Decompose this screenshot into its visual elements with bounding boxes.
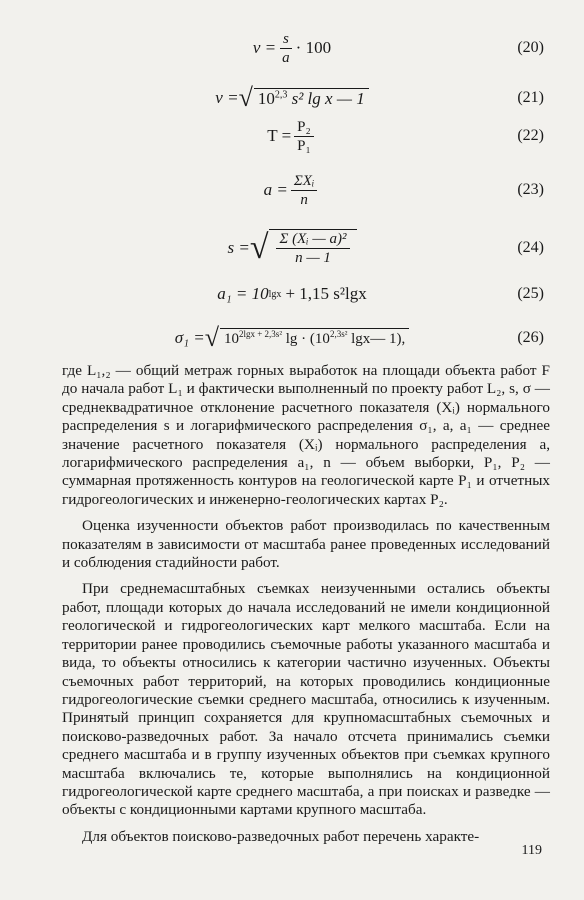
fraction [291,172,317,209]
equation-number: (25) [517,285,544,302]
radicand-rest: s² lg x — 1 [291,88,365,108]
paragraph-continuation: Для объектов поисково-разведочных работ перечень характе- [82,827,480,845]
equation-number: (20) [517,39,544,56]
radicand [269,229,356,267]
denominator: n — 1 [295,250,331,266]
formula-24 [0,228,584,268]
exponent: 2,3 [274,88,288,100]
denominator: P₁ [297,137,311,154]
radicand [220,328,409,348]
radicand [254,88,369,109]
formula-26 [0,320,584,356]
paragraph-surveys: При среднемасштабных съемках неизученными остались объекты работ, площади которых до начала исследований не имели кондиционной геологической и гидрогеологических карт мелкого масштаба. Если на территории ранее проводились съемочные работы указанного масштаба и вида, то объекты относились к категории частично изученных. Объекты съемочных работ территорий, на которых проводились кондиционные гидрогеологические съемки среднего масштаба, относились к изученным. Принятый принцип сохраняется для крупномасштабных съемочных и поисково-разведочных работ. За начало отсчета принимались съемки среднего масштаба и в группу изученных объектов при съемках крупного масштаба включались те, которые выполнялись на кондиционной гидрогеологической карте среднего масштаба, а при поисках и разведке — объекты с кондиционными картами крупного масштаба. [62,580,550,819]
paragraph-definitions: где L₁,₂ — общий метраж горных выработок на площади объекта работ F до начала работ L₁ и фактически выполненный по проекту работ L₂, s, σ — среднеквадратичное отклонение расчетного показателя (Xᵢ) нормального распределения s и логарифмического распределения σ₁, a, a₁ — среднее значение расчетного показателя (Xᵢ) нормального распределения a, логарифмического распределения a₁, n — объем выборки, P₁, P₂ — суммарная протяженность контуров на геологической карте P₁ и отчетных гидрогеологических и инженерно-геологических картах P₂. [62,362,550,508]
paragraph-assessment: Оценка изученности объектов работ производилась по качественным показателям в зависимости от масштаба ранее проведенных исследований и соблюдения стадийности работ. [62,517,550,572]
radicand-c: lgx— 1), [351,331,406,347]
numerator: s [280,30,292,49]
formula-lhs: a = [263,180,288,199]
formula-25 [0,276,584,312]
page-number: 119 [521,843,542,858]
formula-lhs: σ₁ = [174,328,205,347]
numerator: P₂ [294,118,314,137]
formula-rhs: · 100 [295,38,332,57]
formula-lhs: a₁ = 10 [217,284,269,303]
exponent: 2lgx + 2,3s² [238,329,283,339]
fraction [294,118,314,155]
numerator: ΣXᵢ [291,172,317,191]
equation-number: (22) [517,127,544,144]
formula-lhs: v = [252,38,277,57]
denominator: a [282,49,290,66]
radical-sign: √ [238,83,253,112]
radical-sign: √ [204,323,219,352]
denominator: n [300,191,308,208]
equation-number: (26) [517,329,544,346]
body-text [62,362,550,846]
numerator: Σ (Xᵢ — a)² [276,230,349,249]
radicand-base: 10 [257,88,275,108]
fraction [279,30,293,67]
formula-21 [0,80,584,116]
exponent: 2,3s² [329,329,348,339]
radical-sign: √ [249,229,269,266]
radicand-a: 10 [223,331,239,347]
formula-23 [0,172,584,208]
formula-22 [0,118,584,154]
exponent: lgx [268,288,282,300]
radicand-b: lg · (10 [285,331,330,347]
formula-lhs: T = [267,126,292,145]
formula-lhs: s = [227,238,250,257]
equation-number: (24) [517,239,544,256]
formula-rhs: + 1,15 s²lgx [285,284,367,303]
equation-number: (21) [517,89,544,106]
formula-20 [0,30,584,66]
fraction [276,230,349,267]
formula-lhs: v = [215,88,239,107]
equation-number: (23) [517,181,544,198]
